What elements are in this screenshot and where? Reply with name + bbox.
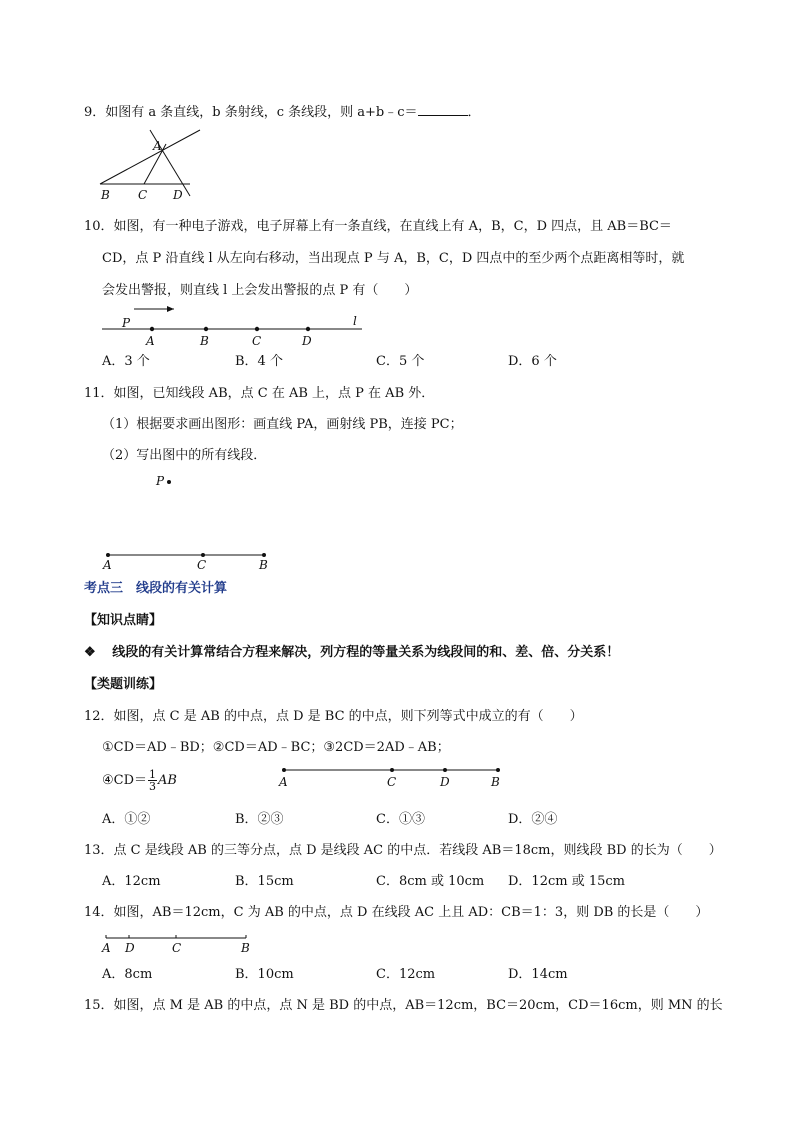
q9-figure [90,122,290,202]
q10-option-c[interactable]: C．5 个 [376,354,425,369]
q10-label-b: B [200,334,209,348]
q12-figure [278,762,518,792]
q12-line2: ①CD＝AD﹣BD；②CD＝AD﹣BC；③2CD＝2AD﹣AB； [102,740,450,755]
q10-figure [100,303,370,348]
knowledge-heading: 【知识点睛】 [84,613,163,628]
fraction-numerator: 1 [149,768,157,781]
q11-sub2: （2）写出图中的所有线段． [102,448,267,463]
knowledge-tip [84,644,619,662]
fraction [148,769,157,792]
q10-label-l: l [353,314,357,328]
q14-label-c: C [172,941,182,955]
diamond-bullet-icon: ❖ [84,645,96,660]
q12-option-a[interactable]: A．①② [102,812,151,827]
q10-line1: 10．如图，有一种电子游戏，电子屏幕上有一条直线，在直线上有 A，B，C，D 四点，且 AB＝BC＝ [84,219,672,234]
q14-option-c[interactable]: C．12cm [376,967,436,982]
q11-figure [98,474,298,574]
q12-option-b[interactable]: B．②③ [235,812,284,827]
q14-figure [100,930,260,960]
fraction-denominator: 3 [149,780,157,793]
q12-line3 [102,769,177,792]
q13-option-a[interactable]: A．12cm [102,874,161,889]
q13-line1: 13．点 C 是线段 AB 的三等分点，点 D 是线段 AC 的中点．若线段 AB＝18cm，则线段 BD 的长为（ ） [84,843,722,858]
q14-option-b[interactable]: B．10cm [235,967,294,982]
q9-end: ． [467,105,481,120]
q14-label-d: D [125,941,135,955]
q9-text [84,103,481,122]
answer-blank [418,103,468,116]
q12-item4-ab: AB [158,773,177,788]
q11-label-c: C [197,558,207,572]
q12-item4: ④CD＝ [102,773,148,788]
q13-option-c[interactable]: C．8cm 或 10cm [376,874,485,889]
q11-label-b: B [259,558,268,572]
q9-label-d: D [173,188,183,202]
q12-option-d[interactable]: D．②④ [508,812,558,827]
q9-label-b: B [101,188,110,202]
training-heading: 【类题训练】 [84,677,163,692]
tip-text: 线段的有关计算常结合方程来解决，列方程的等量关系为线段间的和、差、倍、分关系！ [112,645,620,660]
q11-label-p: P [156,474,165,488]
q12-option-c[interactable]: C．①③ [376,812,425,827]
q12-label-d: D [440,775,450,789]
q14-option-a[interactable]: A．8cm [102,967,153,982]
q12-label-c: C [387,775,397,789]
q14-option-d[interactable]: D．14cm [508,967,568,982]
q10-option-b[interactable]: B．4 个 [235,354,283,369]
q13-option-b[interactable]: B．15cm [235,874,294,889]
q12-line1: 12．如图，点 C 是 AB 的中点，点 D 是 BC 的中点，则下列等式中成立的有（ ） [84,709,583,724]
q11-line1: 11．如图，已知线段 AB，点 C 在 AB 上，点 P 在 AB 外． [84,386,435,401]
q9-label-a: A [153,139,162,153]
q10-option-d[interactable]: D．6 个 [508,354,557,369]
q12-label-a: A [279,775,288,789]
q15-line1: 15．如图，点 M 是 AB 的中点，点 N 是 BD 的中点，AB＝12cm，BC＝20cm，CD＝16cm，则 MN 的长 [84,998,723,1013]
q14-label-a: A [102,941,111,955]
q13-option-d[interactable]: D．12cm 或 15cm [508,874,625,889]
q9-label-c: C [138,188,148,202]
q14-line1: 14．如图，AB＝12cm，C 为 AB 的中点，点 D 在线段 AC 上且 AD：CB＝1：3，则 DB 的长是（ ） [84,905,709,920]
q11-label-a: A [103,558,112,572]
q14-label-b: B [241,941,250,955]
q12-label-b: B [491,775,500,789]
q11-sub1: （1）根据要求画出图形：画直线 PA，画射线 PB，连接 PC； [102,417,463,432]
q10-label-p: P [122,316,131,330]
q10-label-a: A [146,334,155,348]
q10-line2: CD，点 P 沿直线 l 从左向右移动，当出现点 P 与 A，B，C，D 四点中的至少两个点距离相等时，就 [102,251,685,266]
section-title: 考点三 线段的有关计算 [84,581,228,596]
q10-option-a[interactable]: A．3 个 [102,354,150,369]
q10-label-c: C [252,334,262,348]
q10-line3: 会发出警报，则直线 l 上会发出警报的点 P 有（ ） [102,283,418,298]
q10-label-d: D [302,334,312,348]
q9-stem: 9．如图有 a 条直线，b 条射线，c 条线段，则 a+b﹣c＝ [84,105,418,120]
